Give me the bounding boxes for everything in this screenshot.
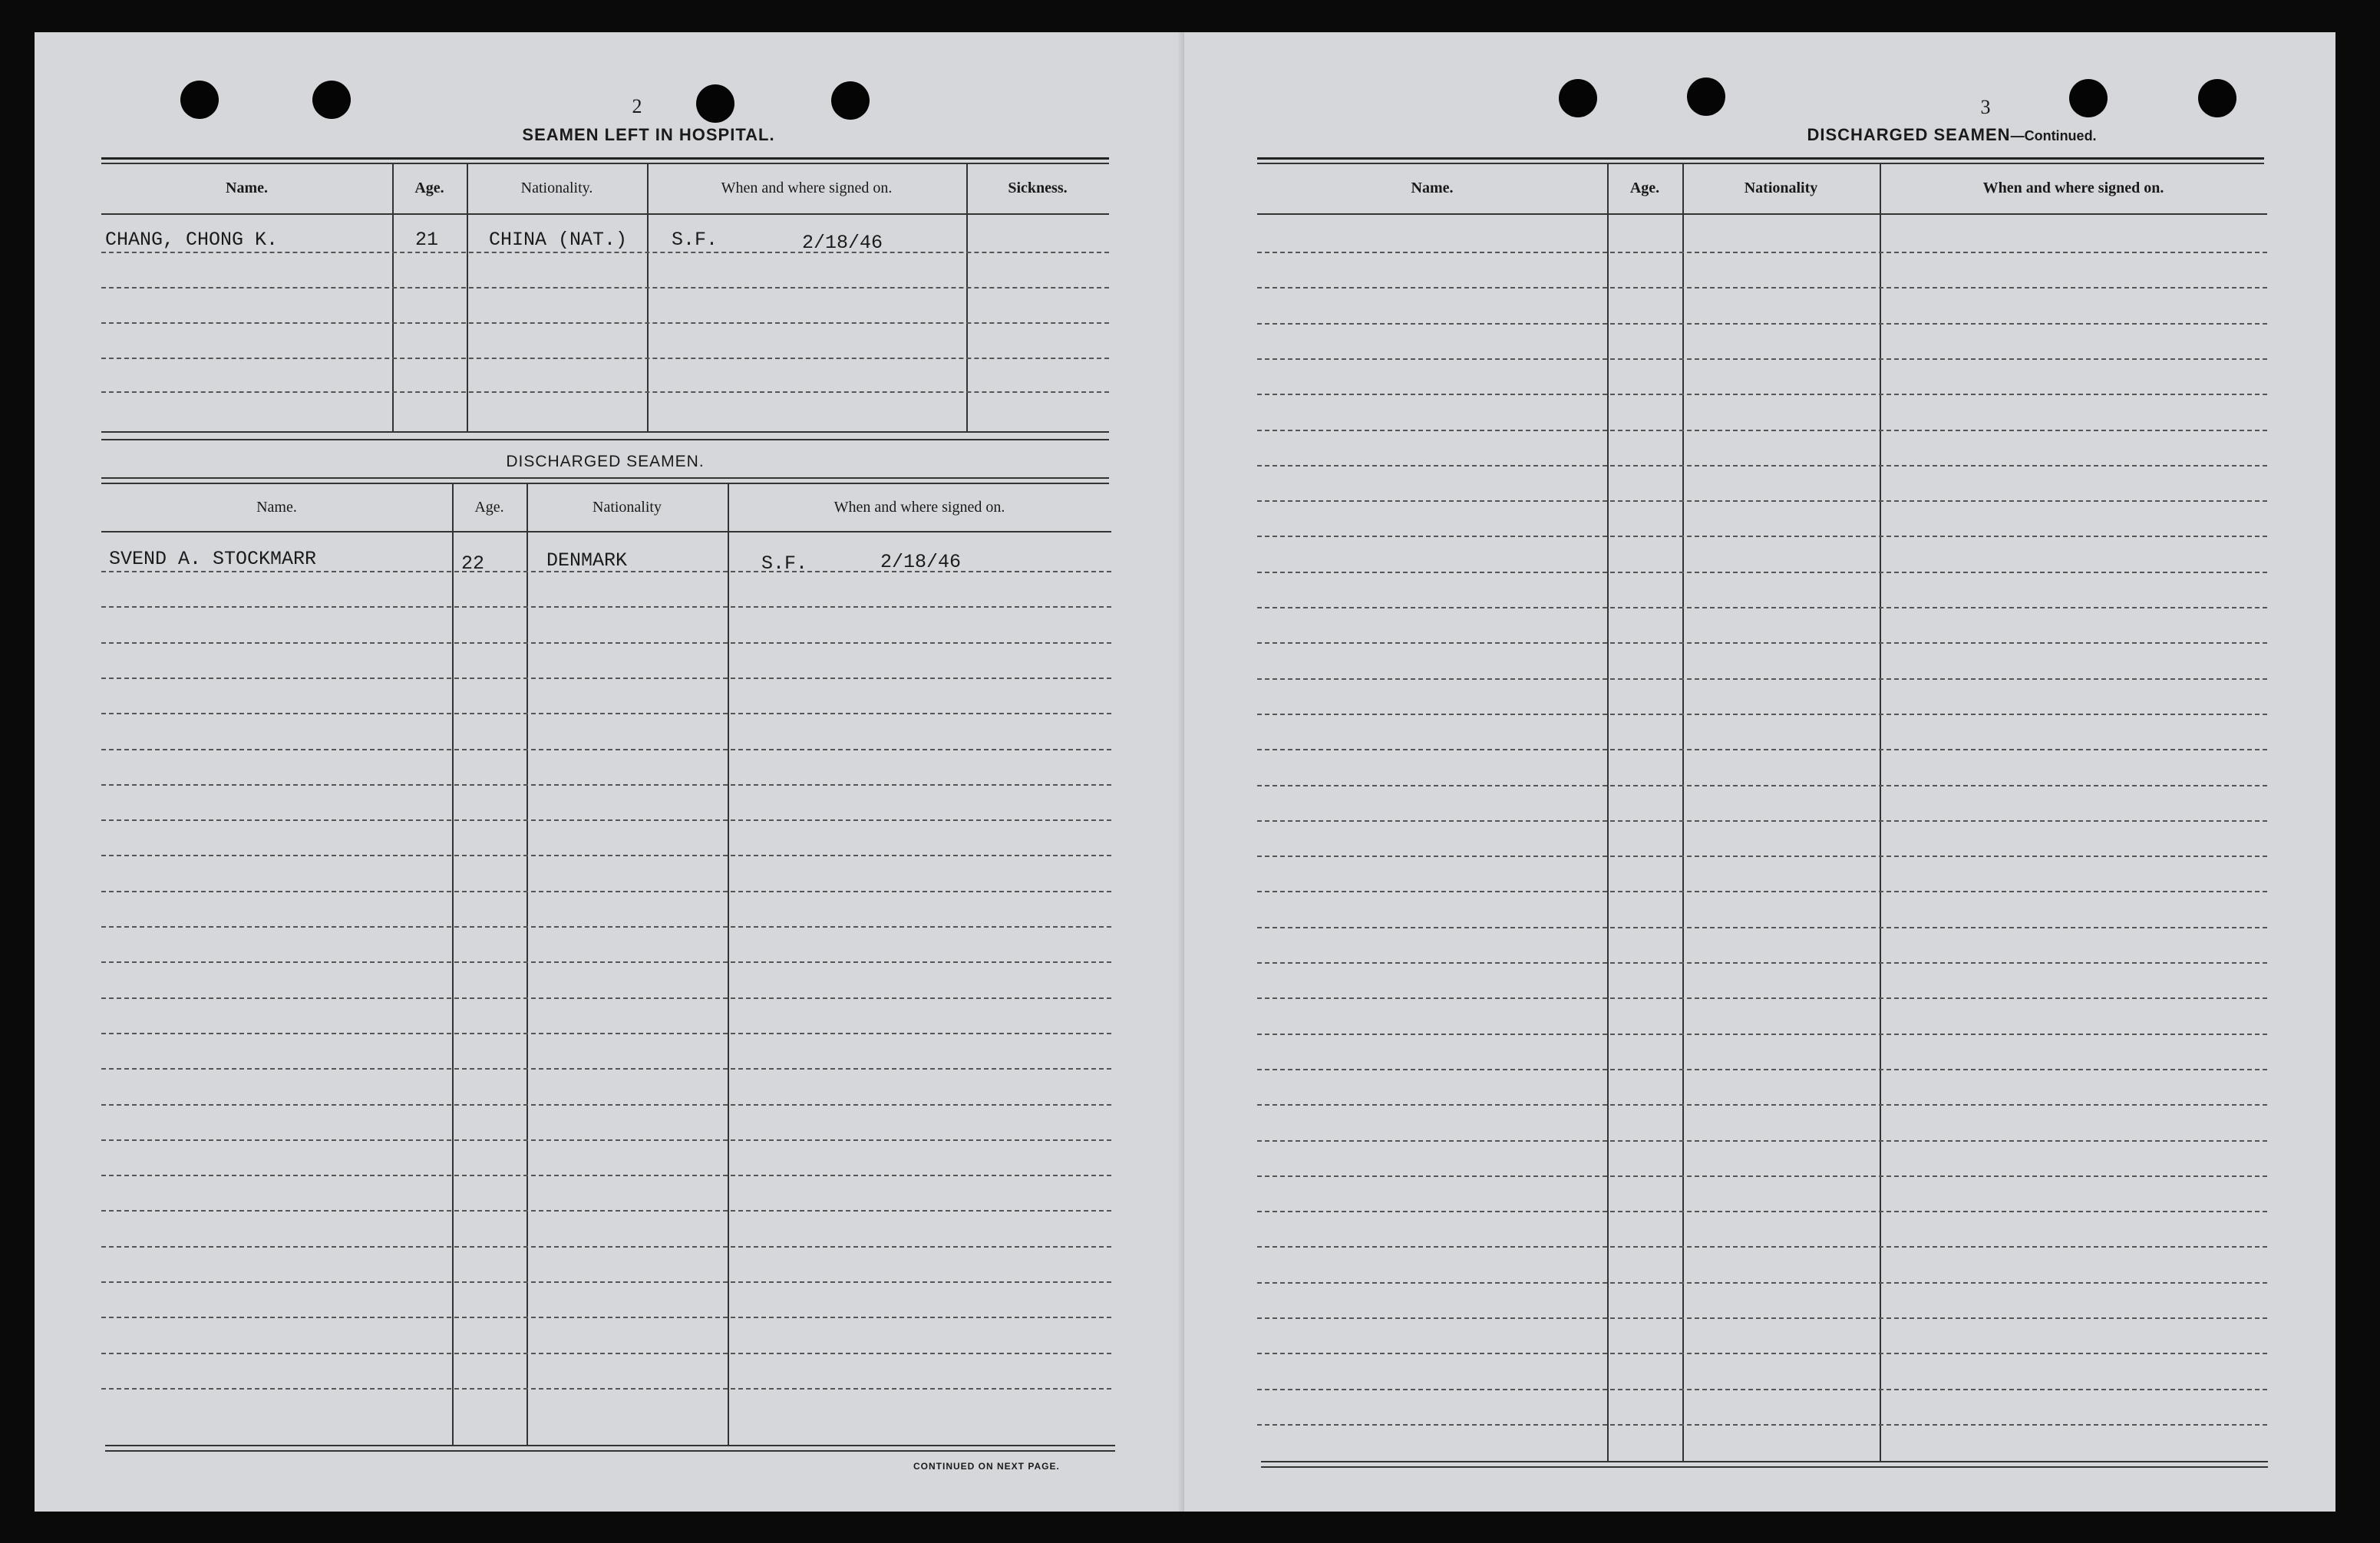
punch-hole bbox=[180, 81, 219, 119]
ruled-line bbox=[101, 784, 1111, 786]
ruled-line bbox=[1257, 1140, 2267, 1142]
ruled-line bbox=[1257, 642, 2267, 644]
ruled-line bbox=[1257, 536, 2267, 537]
hospital-row-date: 2/18/46 bbox=[802, 232, 883, 254]
ruled-line bbox=[101, 1104, 1111, 1106]
discharged-row-nationality: DENMARK bbox=[546, 549, 628, 572]
ruled-line bbox=[101, 1388, 1111, 1390]
discharged-continued-title bbox=[1721, 125, 2182, 145]
ruled-line bbox=[1257, 358, 2267, 360]
col-header-signed-on: When and where signed on. bbox=[833, 499, 1005, 516]
hospital-row-name: CHANG, CHONG K. bbox=[105, 229, 279, 251]
ruled-line bbox=[1257, 997, 2267, 999]
right-page bbox=[1184, 32, 2335, 1512]
punch-hole bbox=[312, 81, 351, 119]
title-main: DISCHARGED SEAMEN bbox=[1807, 125, 2011, 144]
col-header-signed-on: When and where signed on. bbox=[721, 180, 893, 196]
hospital-row-place: S.F. bbox=[672, 229, 718, 251]
ruled-line bbox=[1257, 1175, 2267, 1177]
punch-hole bbox=[831, 81, 870, 120]
ruled-line bbox=[1257, 1034, 2267, 1035]
ruled-line bbox=[101, 606, 1111, 608]
ruled-line bbox=[1257, 820, 2267, 822]
ruled-line bbox=[101, 749, 1111, 750]
ruled-line bbox=[101, 1068, 1111, 1070]
ruled-line bbox=[1257, 785, 2267, 786]
ruled-line bbox=[1257, 252, 2267, 253]
ruled-line bbox=[1257, 962, 2267, 964]
ruled-line bbox=[1257, 607, 2267, 608]
ruled-line bbox=[101, 1210, 1111, 1212]
ruled-line bbox=[1257, 1246, 2267, 1248]
ruled-line bbox=[1257, 1104, 2267, 1106]
ruled-line bbox=[101, 642, 1111, 644]
punch-hole bbox=[1559, 79, 1597, 117]
left-page bbox=[35, 32, 1184, 1512]
punch-hole bbox=[2069, 79, 2108, 117]
col-header-name: Name. bbox=[256, 499, 297, 516]
col-header-nationality: Nationality. bbox=[520, 180, 593, 196]
ruled-line bbox=[1257, 1211, 2267, 1212]
hospital-row-nationality: CHINA (NAT.) bbox=[489, 229, 628, 251]
col-header-age: Age. bbox=[414, 180, 444, 196]
discharged-row-age: 22 bbox=[461, 552, 485, 575]
ruled-line bbox=[1257, 287, 2267, 288]
col-header-name: Name. bbox=[226, 180, 268, 196]
punch-hole bbox=[696, 84, 734, 123]
ruled-line bbox=[101, 961, 1111, 963]
ruled-line bbox=[1257, 430, 2267, 431]
ruled-line bbox=[101, 855, 1111, 856]
ruled-line bbox=[101, 713, 1111, 714]
discharged-row-place: S.F. bbox=[761, 552, 808, 575]
ruled-line bbox=[101, 926, 1111, 928]
punch-hole bbox=[2198, 79, 2236, 117]
ruled-line bbox=[1257, 678, 2267, 680]
col-header-name: Name. bbox=[1411, 180, 1454, 196]
punch-hole bbox=[1687, 77, 1725, 116]
discharged-row-date: 2/18/46 bbox=[880, 551, 962, 573]
ruled-line bbox=[1257, 749, 2267, 750]
page-number: 3 bbox=[1980, 96, 1991, 118]
ruled-line bbox=[1257, 927, 2267, 928]
ruled-line bbox=[1257, 1353, 2267, 1354]
title-suffix: —Continued. bbox=[2010, 128, 2097, 143]
col-header-age: Age. bbox=[1629, 180, 1660, 196]
ruled-line bbox=[101, 1175, 1111, 1176]
ruled-line bbox=[1257, 1069, 2267, 1070]
ruled-line bbox=[101, 1353, 1111, 1354]
discharged-section-title: DISCHARGED SEAMEN. bbox=[506, 453, 705, 470]
ruled-line bbox=[1257, 394, 2267, 395]
ruled-line bbox=[1257, 1389, 2267, 1390]
ruled-line bbox=[101, 1139, 1111, 1141]
page-number: 2 bbox=[632, 95, 642, 117]
col-header-signed-on: When and where signed on. bbox=[1982, 180, 2164, 196]
ruled-line bbox=[1257, 572, 2267, 573]
ruled-line bbox=[101, 997, 1111, 999]
hospital-section-title: SEAMEN LEFT IN HOSPITAL. bbox=[522, 125, 775, 144]
ruled-line bbox=[101, 1317, 1111, 1318]
col-header-sickness: Sickness. bbox=[1008, 180, 1068, 196]
col-header-age: Age. bbox=[474, 499, 504, 516]
ruled-line bbox=[1257, 1424, 2267, 1426]
ruled-line bbox=[1257, 1282, 2267, 1284]
continued-footer: CONTINUED ON NEXT PAGE. bbox=[913, 1461, 1060, 1472]
ruled-line bbox=[1257, 1317, 2267, 1319]
ruled-line bbox=[1257, 714, 2267, 715]
ruled-line bbox=[101, 891, 1111, 892]
ruled-line bbox=[101, 1281, 1111, 1283]
ruled-line bbox=[1257, 891, 2267, 892]
ruled-line bbox=[101, 819, 1111, 821]
ruled-line bbox=[1257, 323, 2267, 325]
ruled-line bbox=[1257, 465, 2267, 467]
ruled-line bbox=[101, 1033, 1111, 1034]
ruled-line bbox=[101, 1246, 1111, 1248]
hospital-row-age: 21 bbox=[415, 229, 439, 251]
ruled-line bbox=[101, 678, 1111, 679]
ruled-line bbox=[1257, 500, 2267, 502]
ruled-line bbox=[1257, 856, 2267, 857]
discharged-row-name: SVEND A. STOCKMARR bbox=[109, 548, 317, 570]
col-header-nationality: Nationality bbox=[1744, 180, 1818, 196]
col-header-nationality: Nationality bbox=[593, 499, 662, 516]
